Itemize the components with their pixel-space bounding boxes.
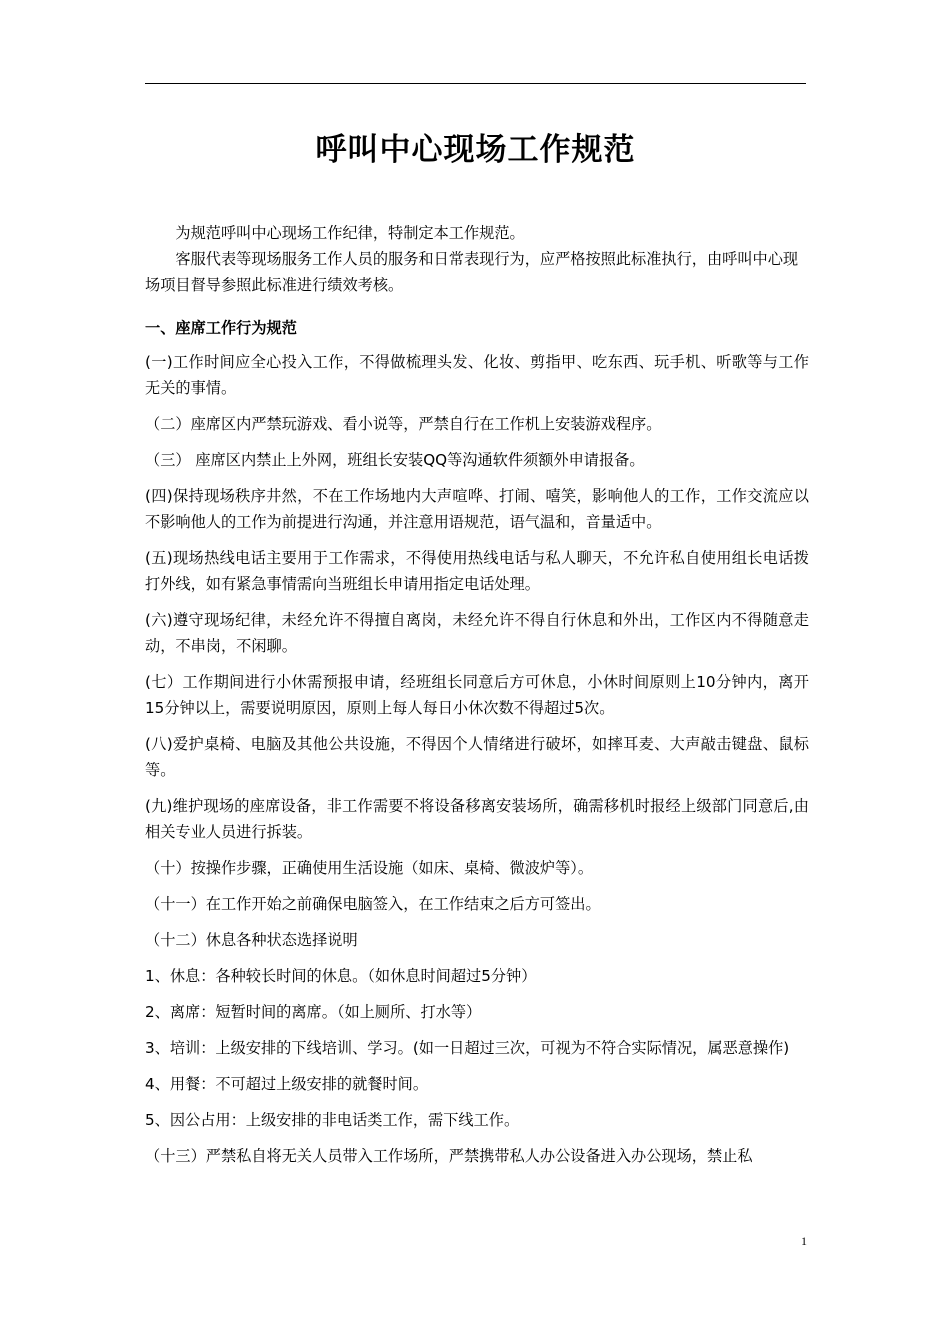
rule-item-9: (九)维护现场的座席设备，非工作需要不将设备移离安装场所，确需移机时报经上级部门同意后,由相关专业人员进行拆装。 — [145, 797, 809, 841]
status-item-training: 3、培训：上级安排的下线培训、学习。(如一日超过三次，可视为不符合实际情况，属恶意操作) — [145, 1039, 790, 1057]
section-heading: 一、座席工作行为规范 — [145, 319, 297, 337]
rule-item-8: (八)爱护桌椅、电脑及其他公共设施，不得因个人情绪进行破坏，如摔耳麦、大声敲击键盘、鼠标等。 — [145, 735, 809, 779]
intro-paragraph-2: 客服代表等现场服务工作人员的服务和日常表现行为，应严格按照此标准执行，由呼叫中心现场项目督导参照此标准进行绩效考核。 — [145, 250, 799, 294]
rule-item-1: (一)工作时间应全心投入工作，不得做梳理头发、化妆、剪指甲、吃东西、玩手机、听歌等与工作无关的事情。 — [145, 353, 809, 397]
rule-item-6: (六)遵守现场纪律，未经允许不得擅自离岗，未经允许不得自行休息和外出，工作区内不得随意走动，不串岗，不闲聊。 — [145, 611, 809, 655]
status-item-meal: 4、用餐：不可超过上级安排的就餐时间。 — [145, 1075, 429, 1093]
rule-item-7: (七）工作期间进行小休需预报申请，经班组长同意后方可休息，小休时间原则上10分钟内，离开15分钟以上，需要说明原因，原则上每人每日小休次数不得超过5次。 — [145, 673, 809, 717]
rule-item-11: （十一）在工作开始之前确保电脑签入，在工作结束之后方可签出。 — [145, 895, 601, 913]
rule-item-10: （十）按操作步骤，正确使用生活设施（如床、桌椅、微波炉等）。 — [145, 859, 594, 877]
page-number: 1 — [801, 1234, 807, 1248]
rule-item-13: （十三）严禁私自将无关人员带入工作场所，严禁携带私人办公设备进入办公现场，禁止私 — [145, 1147, 753, 1165]
rule-item-12: （十二）休息各种状态选择说明 — [145, 931, 358, 949]
status-item-rest: 1、休息：各种较长时间的休息。（如休息时间超过5分钟） — [145, 967, 537, 985]
document-body — [145, 220, 809, 1179]
status-item-away: 2、离席：短暂时间的离席。（如上厕所、打水等） — [145, 1003, 482, 1021]
rule-item-4: (四)保持现场秩序井然，不在工作场地内大声喧哗、打闹、嘻笑，影响他人的工作，工作交流应以不影响他人的工作为前提进行沟通，并注意用语规范，语气温和，音量适中。 — [145, 487, 809, 531]
document-title: 呼叫中心现场工作规范 — [315, 132, 636, 168]
rule-item-5: (五)现场热线电话主要用于工作需求，不得使用热线电话与私人聊天，不允许私自使用组长电话拨打外线，如有紧急事情需向当班组长申请用指定电话处理。 — [145, 549, 809, 593]
status-item-official: 5、因公占用：上级安排的非电话类工作，需下线工作。 — [145, 1111, 520, 1129]
rule-item-2: （二）座席区内严禁玩游戏、看小说等，严禁自行在工作机上安装游戏程序。 — [145, 415, 662, 433]
rule-item-3: （三） 座席区内禁止上外网，班组长安装QQ等沟通软件须额外申请报备。 — [145, 451, 645, 469]
header-rule — [145, 83, 806, 84]
intro-paragraph-1: 为规范呼叫中心现场工作纪律，特制定本工作规范。 — [175, 224, 525, 242]
